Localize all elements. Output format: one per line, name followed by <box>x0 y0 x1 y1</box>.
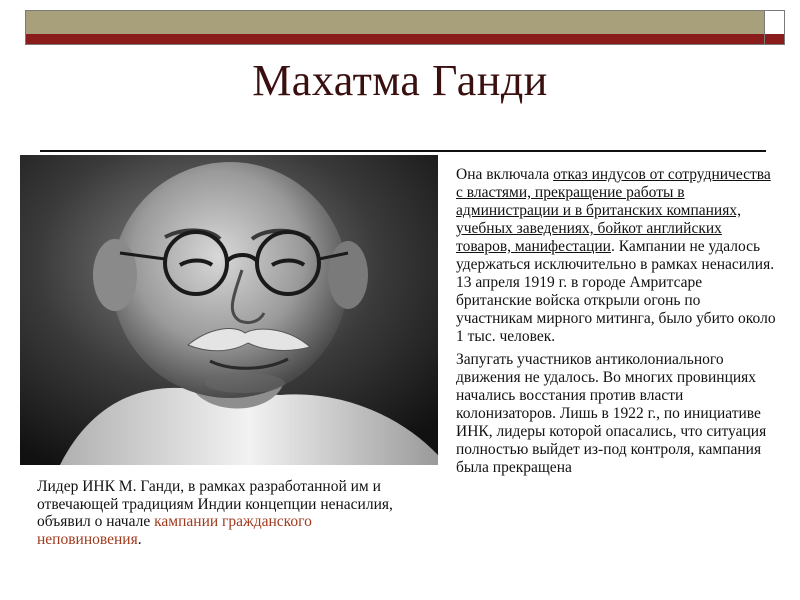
caption-end: . <box>137 530 142 548</box>
header-band-square <box>764 11 784 34</box>
portrait-photo-icon <box>20 155 438 465</box>
portrait-caption <box>37 478 407 548</box>
slide-title: Махатма Ганди <box>252 56 548 105</box>
caption-highlight: кампании гражданского неповиновения <box>37 513 312 548</box>
paragraph-1 <box>456 166 778 346</box>
header-band-maroon <box>26 34 764 44</box>
header-band-square-bottom <box>764 34 784 44</box>
paragraph-1-underlined: отказ индусов от сотрудничества с властями, прекращение работы в администрации и в британских компаниях, учебных заведениях, бойкот английских товаров, манифестации <box>456 166 771 255</box>
header-band <box>25 10 785 45</box>
header-band-olive <box>26 11 764 34</box>
body-text-column <box>456 166 778 477</box>
caption-text: Лидер ИНК М. Ганди, в рамках разработанной им и отвечающей традициям Индии концепции ненасилия, объявил о начале <box>37 478 393 530</box>
paragraph-2: Запугать участников антиколониального движения не удалось. Во многих провинциях начались восстания против власти колонизаторов. Лишь в 1922 г., по инициативе ИНК, лидеры которой опасались, что ситуация полностью выйдет из-под контроля, кампания была прекращена <box>456 351 767 476</box>
paragraph-1-end: . Кампании не удалось удержаться исключительно в рамках ненасилия. 13 апреля 1919 г. в городе Амритсаре британские войска открыли огонь по участникам мирного митинга, было убито около 1 тыс. человек. <box>456 238 776 345</box>
title-divider <box>40 150 766 152</box>
paragraph-1-start: Она включала <box>456 166 554 183</box>
